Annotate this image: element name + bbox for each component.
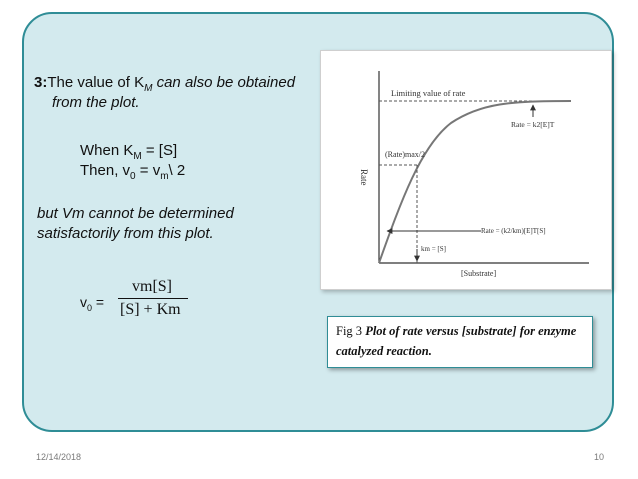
footer-page-number: 10 [594, 452, 605, 462]
point-sub: M [144, 83, 153, 94]
point-line-2: from the plot. [52, 94, 140, 111]
eq-equals: = [92, 294, 105, 310]
point-number: 3: [34, 74, 48, 91]
caption-prefix: Fig 3 [336, 324, 366, 338]
eq-v: v [80, 294, 87, 310]
rate-top-label: Rate = k2[E]T [511, 120, 555, 129]
plot-svg [321, 51, 611, 289]
point-text-a: The value of K [47, 74, 145, 91]
then-subm: m [160, 171, 169, 182]
when-suffix: = [S] [141, 142, 178, 159]
when-sub: M [133, 151, 142, 162]
but-line-2: satisfactorily from this plot. [37, 225, 214, 242]
x-axis-label: [Substrate] [461, 269, 497, 278]
half-label: (Rate)max/2 [385, 150, 425, 159]
fraction-line [118, 298, 188, 299]
when-prefix: When K [80, 142, 134, 159]
y-axis-label: Rate [359, 169, 369, 186]
then-line [80, 161, 185, 187]
rate-substrate-plot [320, 50, 612, 290]
equation-numerator: vm[S] [132, 278, 172, 295]
caption-bold-1: Plot of rate versus [substrate] for enzyme [365, 324, 577, 338]
rate-bottom-label: Rate = (k2/km)[E]T[S] [481, 227, 546, 235]
but-line-1: but Vm cannot be determined [37, 205, 234, 222]
then-prefix: Then, v [80, 162, 131, 179]
eq-sub: 0 [87, 302, 93, 313]
figure-caption [327, 316, 593, 368]
point-text-b: can also be obtained [152, 74, 296, 91]
equation-denominator: [S] + Km [120, 301, 181, 318]
then-sub0: 0 [130, 171, 136, 182]
then-suffix: \ 2 [168, 162, 186, 179]
caption-bold-2: catalyzed reaction. [336, 344, 432, 358]
equation-lhs [80, 292, 104, 318]
limiting-label: Limiting value of rate [391, 88, 466, 98]
then-mid: = v [135, 162, 161, 179]
km-label: km = [S] [421, 245, 446, 253]
footer-date: 12/14/2018 [36, 452, 82, 462]
